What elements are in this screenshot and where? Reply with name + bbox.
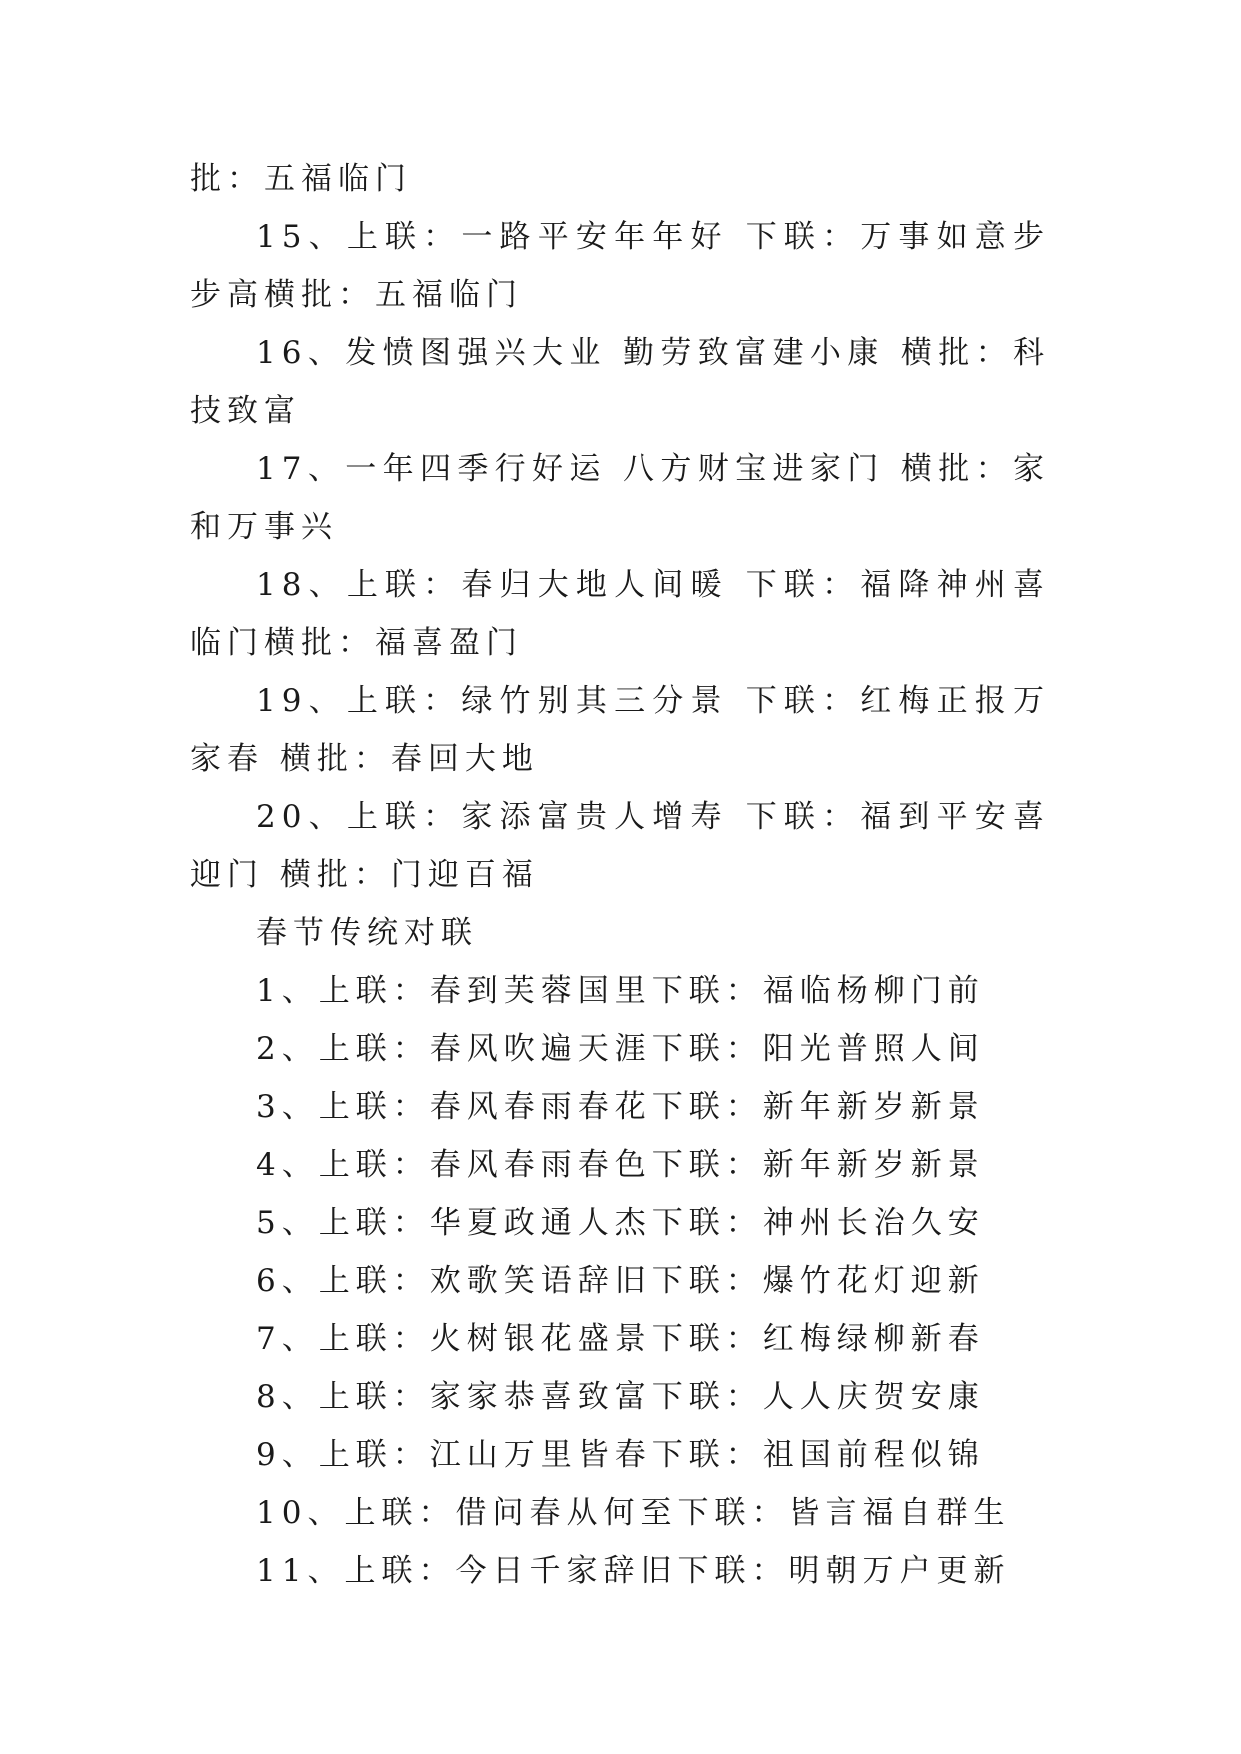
traditional-couplet-11: 11、上联：今日千家辞旧下联：明朝万户更新	[256, 1553, 1011, 1589]
traditional-couplet-7: 7、上联：火树银花盛景下联：红梅绿柳新春	[256, 1321, 985, 1357]
couplet-item-16: 16、发愤图强兴大业 勤劳致富建小康 横批：科技致富	[190, 335, 1050, 429]
traditional-couplet-4: 4、上联：春风春雨春色下联：新年新岁新景	[256, 1147, 985, 1183]
couplet-item-19: 19、上联：绿竹别其三分景 下联：红梅正报万家春 横批：春回大地	[190, 683, 1050, 777]
traditional-couplet-8: 8、上联：家家恭喜致富下联：人人庆贺安康	[256, 1379, 985, 1415]
traditional-couplet-2: 2、上联：春风吹遍天涯下联：阳光普照人间	[256, 1031, 985, 1067]
couplet-item-18: 18、上联：春归大地人间暖 下联：福降神州喜临门横批：福喜盈门	[190, 567, 1050, 661]
traditional-couplet-6: 6、上联：欢歌笑语辞旧下联：爆竹花灯迎新	[256, 1263, 985, 1299]
traditional-couplet-10: 10、上联：借问春从何至下联：皆言福自群生	[256, 1495, 1011, 1531]
traditional-couplet-9: 9、上联：江山万里皆春下联：祖国前程似锦	[256, 1437, 985, 1473]
document-body	[190, 150, 1050, 1600]
couplet-item-15: 15、上联：一路平安年年好 下联：万事如意步步高横批：五福临门	[190, 219, 1050, 313]
section-heading: 春节传统对联	[256, 915, 478, 951]
paragraph-continuation: 批：五福临门	[190, 161, 412, 197]
traditional-couplet-3: 3、上联：春风春雨春花下联：新年新岁新景	[256, 1089, 985, 1125]
traditional-couplet-5: 5、上联：华夏政通人杰下联：神州长治久安	[256, 1205, 985, 1241]
couplet-item-20: 20、上联：家添富贵人增寿 下联：福到平安喜迎门 横批：门迎百福	[190, 799, 1050, 893]
couplet-item-17: 17、一年四季行好运 八方财宝进家门 横批：家和万事兴	[190, 451, 1050, 545]
traditional-couplet-1: 1、上联：春到芙蓉国里下联：福临杨柳门前	[256, 973, 985, 1009]
